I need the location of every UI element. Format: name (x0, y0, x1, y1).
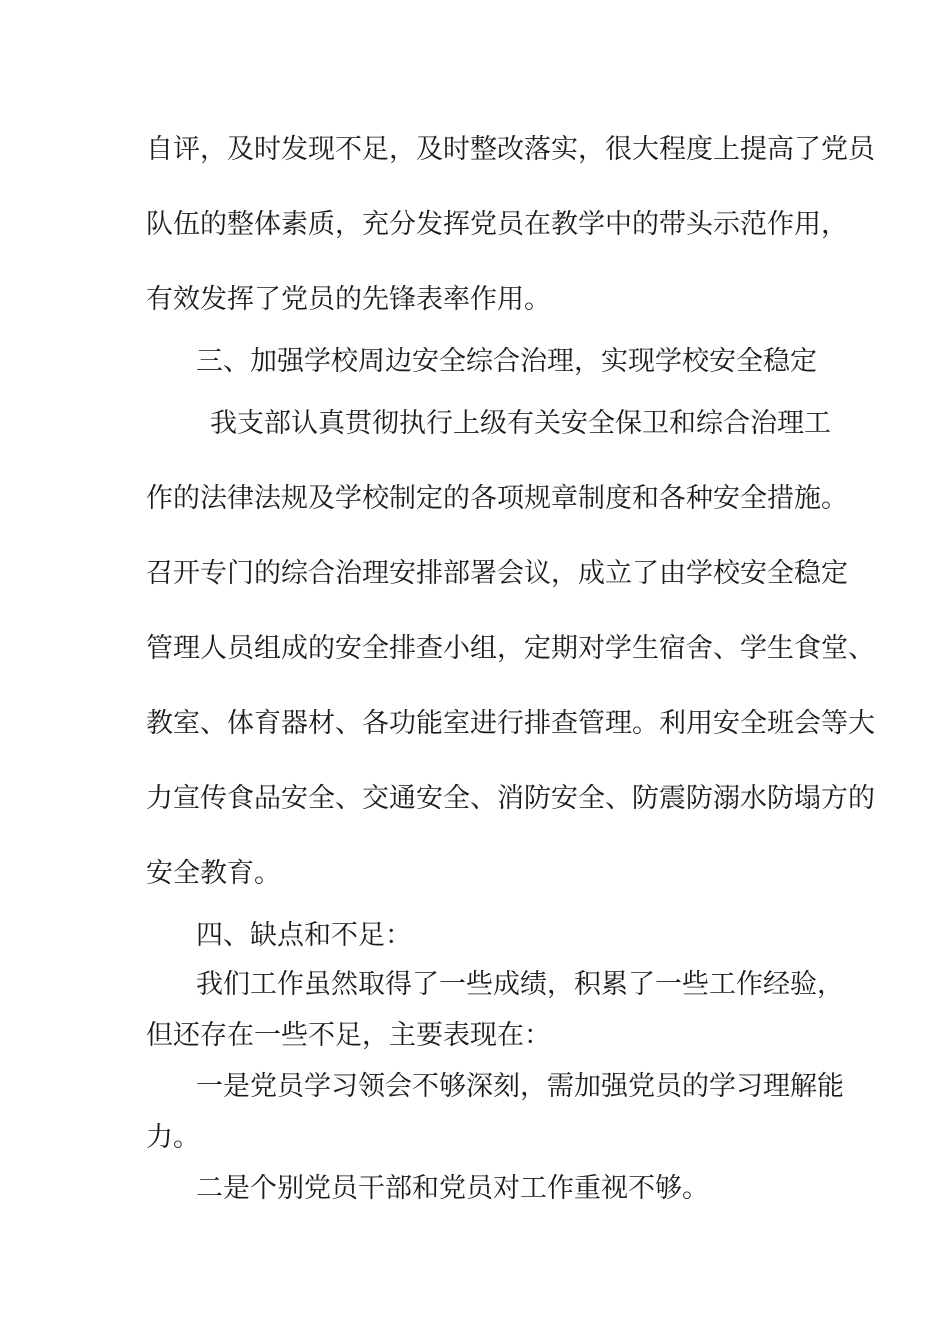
paragraph-line: 我们工作虽然取得了一些成绩，积累了一些工作经验， (196, 969, 844, 1000)
paragraph-line: 召开专门的综合治理安排部署会议，成立了由学校安全稳定 (146, 558, 848, 589)
paragraph-line: 二是个别党员干部和党员对工作重视不够。 (196, 1173, 709, 1204)
section-heading: 三、加强学校周边安全综合治理，实现学校安全稳定 (196, 346, 817, 377)
section-heading: 四、缺点和不足： (196, 920, 412, 951)
paragraph-line: 力。 (146, 1122, 200, 1153)
paragraph-line: 但还存在一些不足，主要表现在： (146, 1020, 551, 1051)
paragraph-line: 我支部认真贯彻执行上级有关安全保卫和综合治理工 (210, 408, 831, 439)
paragraph-line: 管理人员组成的安全排查小组，定期对学生宿舍、学生食堂、 (146, 633, 875, 664)
paragraph-line: 自评，及时发现不足，及时整改落实，很大程度上提高了党员 (146, 134, 875, 165)
paragraph-line: 队伍的整体素质，充分发挥党员在教学中的带头示范作用， (146, 209, 848, 240)
paragraph-line: 教室、体育器材、各功能室进行排查管理。利用安全班会等大 (146, 708, 875, 739)
paragraph-line: 一是党员学习领会不够深刻，需加强党员的学习理解能 (196, 1071, 844, 1102)
paragraph-line: 有效发挥了党员的先锋表率作用。 (146, 284, 551, 315)
paragraph-line: 安全教育。 (146, 858, 281, 889)
paragraph-line: 力宣传食品安全、交通安全、消防安全、防震防溺水防塌方的 (146, 783, 875, 814)
paragraph-line: 作的法律法规及学校制定的各项规章制度和各种安全措施。 (146, 483, 848, 514)
